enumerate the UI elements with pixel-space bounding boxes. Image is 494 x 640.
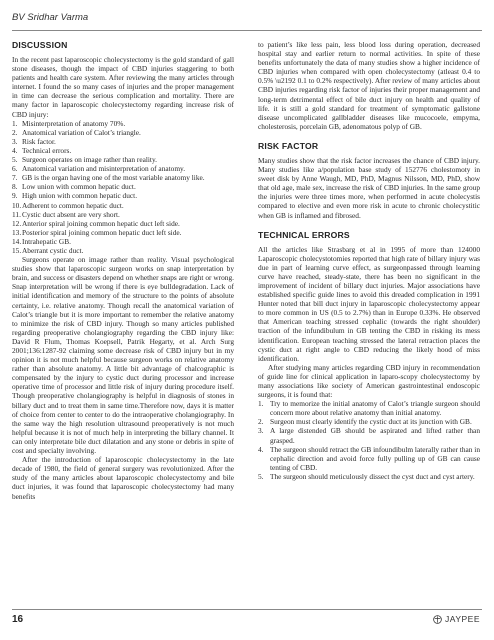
list-item: 13. Posterior spiral joining common hepatic duct left side. [12, 227, 182, 237]
header-rule [12, 30, 482, 31]
risk-factor-heading: RISK FACTOR [258, 140, 319, 151]
discussion-intro-paragraph: In the recent past laparoscopic cholecystectomy is the gold standard of gall stone diseases, though the impact of CBD injuries staggering to both patients and health care system. After reviewing the many articles through internet. I found the so many cases of injuries and the proper management in time can decrease the serious complication and mortality. There are many factor in laparoscopic cholecystectomy regarding increase risk of CBD injury: [12, 55, 234, 119]
list-item: 7. GB is the organ having one of the most variable anatomy like. [12, 173, 205, 183]
list-item: 5. The surgeon should meticulously dissect the cyst duct and cyst artery. [258, 471, 475, 481]
right-column [258, 40, 480, 481]
running-head: BV Sridhar Varma [12, 12, 89, 23]
left-column [12, 40, 234, 501]
list-item: 12. Anterior spiral joining common hepatic duct left side. [12, 218, 180, 228]
risk-factor-list [12, 119, 234, 255]
recommendation-list [258, 399, 480, 481]
surgeons-paragraph: Surgeons operate on image rather than reality. Visual psychological studies show that laparoscopic surgeon works on snap interpretation by brain, and success or disasters depend on whether snaps are right or wrong. Snap interpretation will be wrong if there is eye bulldegradation. Lack of initial identification and memory of the structure to the points of absolute certainty, i.e. relative anatomy. Though recall the anatomical variation of Calot’s triangle but it is more important to remember the relative anatomy to minimize the risk of CBD injury. Though so many articles published regarding preoperative cholangiography regarding the CBD injury like: David R Flum, Thomas Koepsell, Patrik Hegarty, et al. Arch Surg 2001;136:1287-92 claiming some decrease risk of CBD injury but in my opinion it is not much helpful because surgeon works on relative anatomy rather than absolute anatomy. A little bit advantage of chalcographic is compensated by the injury to cystic duct during processor and increase operative time of processor and little risk of injury during procedure itself. Though preoperative cholangiography is helpful in diagnosis of stones in billary duct and to treat them in same time.Therefore now, days it is matter of choice from center to center to do the intraoperative cholangiography. In the same way the high resolution ultrasound preoperatively is not much helpful because it is not of much help in interpreting the billary channel. It can only interpretate bile duct dilatation and any stone or debris in spite of cost and specialty involving. [12, 255, 234, 456]
continued-paragraph: to patient’s like less pain, less blood loss during operation, decreased hospital stay and earlier return to normal activities. In spite of these benefits unfortunately the data of many studies show a higher incidence of CBD injuries when compared with open cholecystectomy (atleast 0.4 to 0.5% \u2192 0.1 to 0.2% respectively). After review of many articles about CBD injuries regarding risk factor of injuries their proper management and long-term detrimental effect of bile duct injury on health and quality of life. it is still a gold standard for treatment of symptomatic gallstone disease uncomplicated gallbladder diseases like mucocoele, empyma, cholesterosis, porcelain GB, adenomatous polyp of GB. [258, 40, 480, 131]
list-item: 1. Misinterpretation of anatomy 70%. [12, 118, 126, 128]
list-item: 11. Cystic duct absent are very short. [12, 209, 120, 219]
technical-errors-heading: TECHNICAL ERRORS [258, 229, 350, 240]
publisher-logo-icon [433, 615, 442, 624]
publisher-mark [433, 614, 480, 624]
list-item: 10. Adherent to common hepatic duct. [12, 200, 124, 210]
list-item: 1. Try to memorize the initial anatomy of Calot’s triangle surgeon should concern more about relative anatomy than initial anatomy. [258, 399, 480, 418]
list-item: 4. Technical errors. [12, 145, 72, 155]
introduction-paragraph: After the introduction of laparoscopic cholecystectomy in the late decade of 1980, the field of general surgery was revolutionized. After the study of the many articles about laparoscopic cholecystectomy and bile duct injuries, it was found that laparoscopic cholecystectomy had many benefits [12, 455, 234, 501]
list-item: 4. The surgeon should retract the GB infoundibulm laterally rather than in cephalic direction and avoid force fully pulling up of GB can cause tenting of CBD. [258, 444, 480, 472]
list-item: 5. Surgeon operates on image rather than reality. [12, 155, 157, 165]
list-item: 2. Surgeon must clearly identify the cystic duct at its junction with GB. [258, 417, 472, 427]
list-item: 3. Risk factor. [12, 136, 56, 146]
page-number: 16 [12, 614, 24, 625]
footer-rule [12, 609, 482, 610]
recommendations-paragraph: After studying many articles regarding CBD injury in recommendation of guide line for clinical application in laparo-scopy cholecystectomy by many associations like society of American gastrointestinal endoscopic surgeons, it is found that: [258, 362, 480, 400]
list-item: 15. Aberrant cystic duct. [12, 245, 84, 255]
list-item: 14. Intrahepatic GB. [12, 236, 71, 246]
technical-errors-paragraph: All the articles like Strasbarg et al in 1995 of more than 124000 Laparoscopic cholecystotomies reported that high rate of billary injury was due in part of learning curve effect, as surgeonpassed through learning curve have reached, steady-state, there has been no significant in the improvement of incident of billary duct injuries. Major associations have established specific guide lines to avoid this dreaded complication in 1991 Hunter noted that bill duct injury in laparoscopic cholecystectomy appear to more common in US (0.5 to 2.7%) than in Europe 0.33%. He observed that American teaching stressed cephalic (towards the right shoulder) traction of the infundibulum in GB tenting the CBD in risking its mess identification. European teaching stressed the lateral retraction places the cystic duct at right angle to CBD reducing the likely hood of miss identification. [258, 244, 480, 363]
risk-factor-paragraph: Many studies show that the risk factor increases the chance of CBD injury. Many studies like a/population base study of 152776 cholestomoty in sweet disk by Anne Waugh, MD, PhD, Magnus Nilsson, MD, PhD, show that old age, male sex, increase the risk of CBD injuries. In the same group the injuries were three times more, when performed in acute cholecystis compared to elective and even more risk in acute to chronic cholecystitic when GB is inflamed and fibrosed. [258, 155, 480, 220]
discussion-heading: DISCUSSION [12, 40, 68, 50]
publisher-name: JAYPEE [445, 614, 480, 624]
list-item: 6. Anatomical variation and misinterpretation of anatomy. [12, 164, 186, 174]
list-item: 2. Anatomical variation of Calot’s triangle. [12, 127, 141, 137]
list-item: 3. A large distended GB should be aspirated and lifted rather than grasped. [258, 426, 480, 445]
list-item: 9. High union with common hepatic duct. [12, 191, 138, 201]
list-item: 8. Low union with common hepatic duct. [12, 182, 136, 192]
